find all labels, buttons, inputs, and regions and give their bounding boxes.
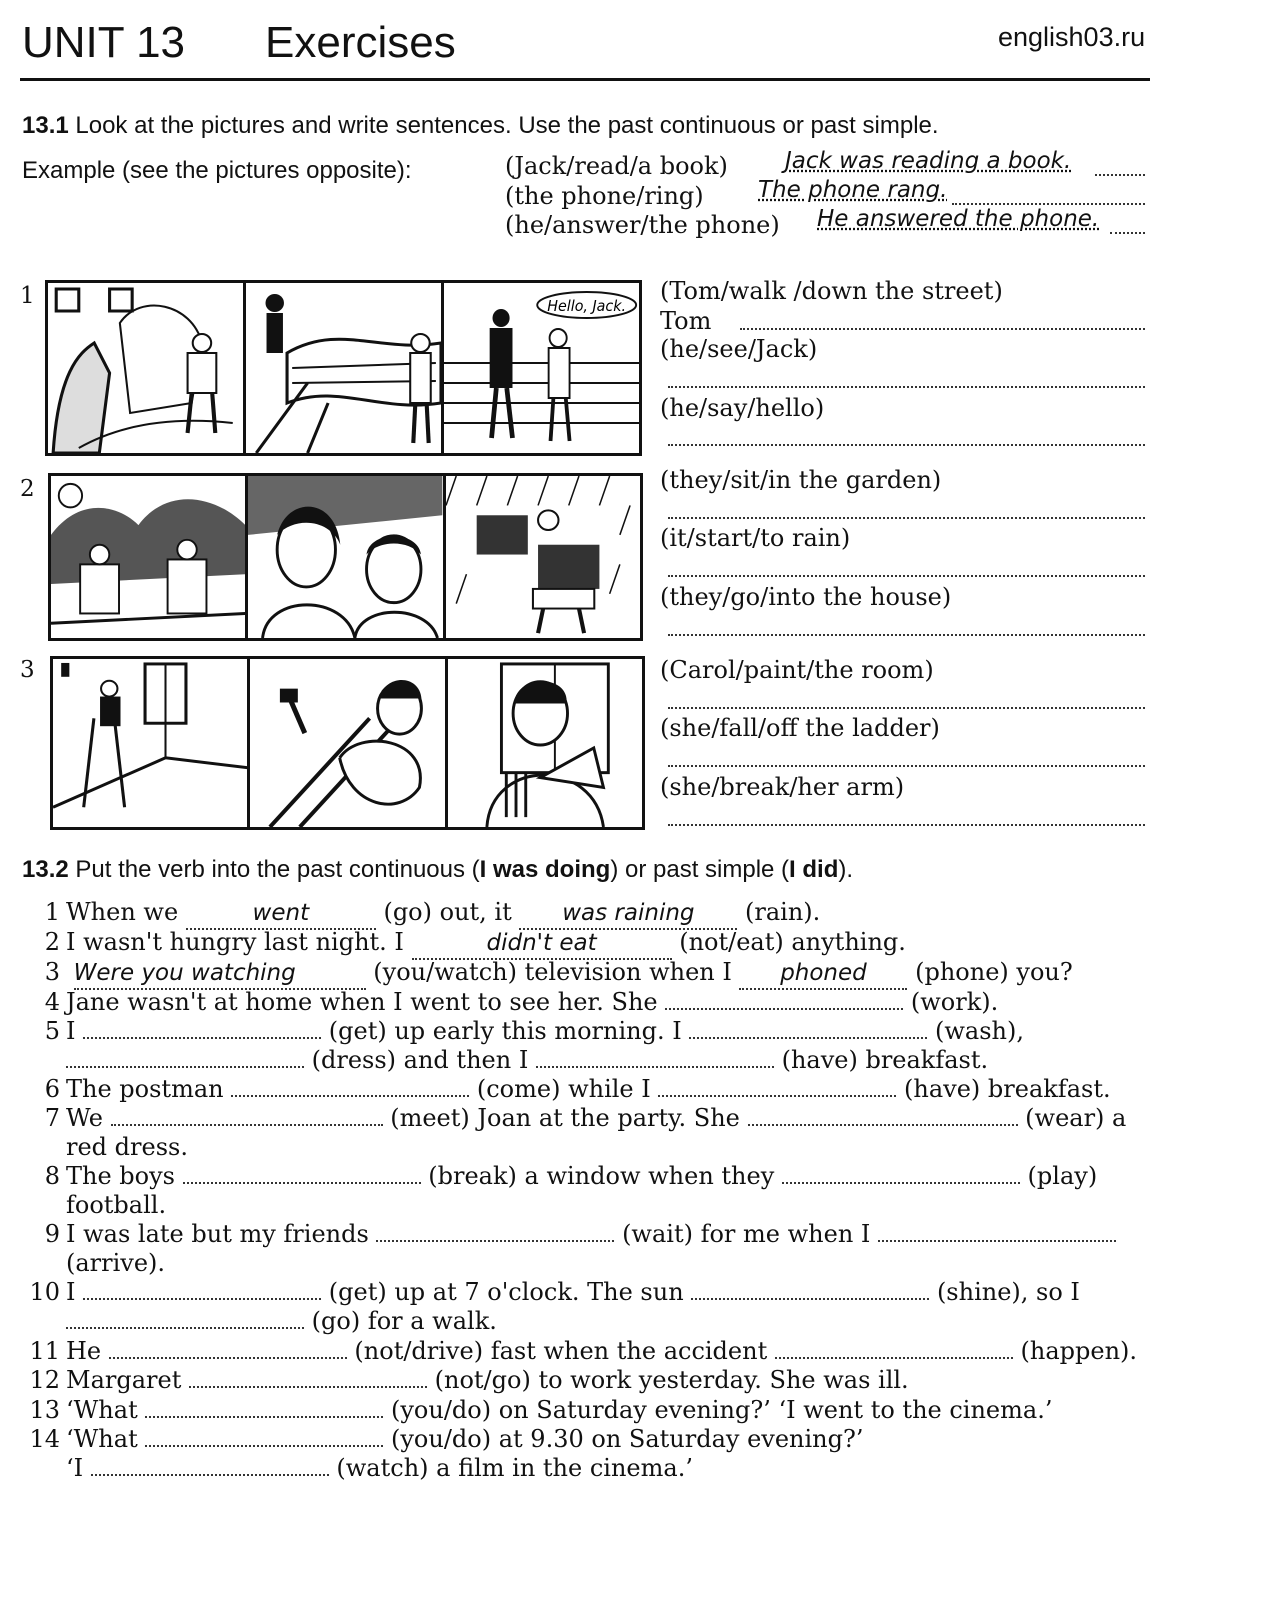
exercise-item: 8 The boys (break) a window when they (play) football. — [44, 1162, 1098, 1219]
exercise-1-number: 13.1 — [22, 112, 69, 139]
picture-garden — [51, 476, 248, 638]
example-answer: The phone rang. — [758, 177, 948, 203]
answer-line[interactable] — [740, 328, 1145, 330]
instruction-emphasis: I did — [789, 856, 839, 883]
picture-go-inside — [446, 476, 640, 638]
answer-field[interactable] — [189, 1366, 427, 1388]
answer-line[interactable] — [668, 575, 1145, 577]
picture-number: 2 — [20, 476, 35, 502]
site-link[interactable]: english03.ru — [998, 22, 1146, 52]
instruction-part: ). — [838, 856, 854, 883]
unit-label: UNIT 13 — [22, 18, 186, 67]
answer-field[interactable] — [665, 988, 903, 1010]
picture-number: 3 — [20, 657, 35, 683]
exercise-item: 11 He (not/drive) fast when the accident (happen). — [29, 1337, 1138, 1365]
answer-field[interactable] — [145, 1425, 383, 1447]
example-answer: He answered the phone. — [817, 206, 1100, 232]
example-label: Example (see the pictures opposite): — [22, 157, 412, 184]
exercise-1-instruction: Look at the pictures and write sentences. Use the past continuous or past simple. — [75, 112, 939, 139]
answer-field[interactable] — [691, 1278, 929, 1300]
picture-rain-start — [248, 476, 445, 638]
example-prompt: (the phone/ring) — [505, 182, 704, 210]
speech-bubble-text: Hello, Jack. — [547, 297, 627, 316]
exercise-item: 14 ‘What (you/do) at 9.30 on Saturday evening?’ ‘I (watch) a film in the cinema.’ — [29, 1425, 864, 1482]
answer-line[interactable] — [668, 444, 1145, 446]
example-answer: Jack was reading a book. — [785, 148, 1072, 174]
picture-prompt: (he/see/Jack) — [660, 335, 818, 363]
picture-prompt: (she/fall/off the ladder) — [660, 714, 940, 742]
example-prompt: (Jack/read/a book) — [505, 152, 728, 180]
header-rule — [20, 78, 1150, 81]
instruction-part: ) or past simple ( — [610, 856, 790, 883]
picture-strip-1 — [45, 280, 642, 456]
instruction-part: Put the verb into the past continuous ( — [75, 856, 480, 883]
exercise-item: 10 I (get) up at 7 o'clock. The sun (shine), so I (go) for a walk. — [29, 1278, 1080, 1335]
picture-broken-arm — [448, 659, 642, 827]
exercise-item: 12 Margaret (not/go) to work yesterday. She was ill. — [29, 1366, 909, 1394]
answer-dots — [1110, 232, 1145, 234]
answer-line[interactable] — [668, 386, 1145, 388]
exercise-item: 6 The postman (come) while I (have) breakfast. — [44, 1075, 1111, 1103]
exercise-item: 5 I (get) up early this morning. I (wash), (dress) and then I (have) breakfast. — [44, 1017, 1024, 1074]
answer-field[interactable] — [183, 1162, 421, 1184]
picture-strip-2 — [48, 473, 643, 641]
picture-prompt: (they/sit/in the garden) — [660, 466, 942, 494]
example-prompt: (he/answer/the phone) — [505, 211, 780, 239]
answer-field[interactable] — [658, 1075, 896, 1097]
instruction-emphasis: I was doing — [479, 856, 611, 883]
answer-field[interactable] — [231, 1075, 469, 1097]
answer-field[interactable]: was raining — [519, 899, 737, 930]
answer-line[interactable] — [668, 824, 1145, 826]
picture-number: 1 — [20, 283, 35, 309]
answer-field[interactable] — [109, 1337, 347, 1359]
exercise-2-heading — [22, 856, 853, 884]
picture-prompt: (it/start/to rain) — [660, 524, 851, 552]
prompt-lead: Tom — [660, 307, 712, 335]
exercise-item: 3 Were you watching (you/watch) television when I phoned (phone) you? — [22, 958, 1073, 990]
answer-dots — [952, 203, 1145, 205]
exercise-item: 2 I wasn't hungry last night. I didn't eat (not/eat) anything. — [22, 928, 906, 960]
picture-prompt: (she/break/her arm) — [660, 773, 905, 801]
answer-line[interactable] — [668, 517, 1145, 519]
page-title: Exercises — [265, 18, 456, 67]
answer-field[interactable] — [878, 1220, 1116, 1242]
exercise-2-number: 13.2 — [22, 856, 69, 883]
picture-say-hello — [444, 283, 639, 453]
exercise-item: 7 We (meet) Joan at the party. She (wear) a red dress. — [44, 1104, 1127, 1161]
answer-line[interactable] — [668, 765, 1145, 767]
answer-field[interactable] — [748, 1104, 1018, 1126]
picture-prompt: (they/go/into the house) — [660, 583, 952, 611]
answer-field[interactable] — [66, 1307, 304, 1329]
answer-field[interactable] — [83, 1017, 321, 1039]
answer-field[interactable] — [536, 1046, 774, 1068]
answer-field[interactable]: went — [186, 899, 376, 930]
answer-field[interactable] — [782, 1162, 1020, 1184]
answer-field[interactable]: phoned — [739, 959, 907, 990]
answer-line[interactable] — [668, 707, 1145, 709]
exercise-item: 1 When we went (go) out, it was raining (rain). — [22, 898, 820, 930]
picture-painting — [53, 659, 250, 827]
picture-fall — [250, 659, 447, 827]
answer-field[interactable] — [376, 1220, 614, 1242]
picture-prompt: (he/say/hello) — [660, 394, 825, 422]
exercise-item: 13 ‘What (you/do) on Saturday evening?’ ‘I went to the cinema.’ — [29, 1396, 1053, 1424]
answer-field[interactable] — [689, 1017, 927, 1039]
answer-field[interactable] — [66, 1046, 304, 1068]
answer-field[interactable] — [83, 1278, 321, 1300]
answer-dots — [1095, 174, 1145, 176]
answer-field[interactable]: Were you watching — [74, 959, 366, 990]
picture-prompt: (Carol/paint/the room) — [660, 656, 934, 684]
picture-strip-3 — [50, 656, 645, 830]
picture-walk — [48, 283, 246, 453]
answer-field[interactable] — [91, 1454, 329, 1476]
answer-line[interactable] — [668, 634, 1145, 636]
answer-field[interactable] — [775, 1337, 1013, 1359]
answer-field[interactable]: didn't eat — [412, 929, 672, 960]
exercise-item: 4 Jane wasn't at home when I went to see her. She (work). — [44, 988, 999, 1016]
answer-field[interactable] — [111, 1104, 383, 1126]
exercise-item: 9 I was late but my friends (wait) for me when I (arrive). — [22, 1220, 1116, 1278]
picture-see — [246, 283, 444, 453]
exercise-1-heading — [22, 112, 939, 140]
answer-field[interactable] — [145, 1396, 383, 1418]
picture-prompt: (Tom/walk /down the street) — [660, 277, 1003, 305]
